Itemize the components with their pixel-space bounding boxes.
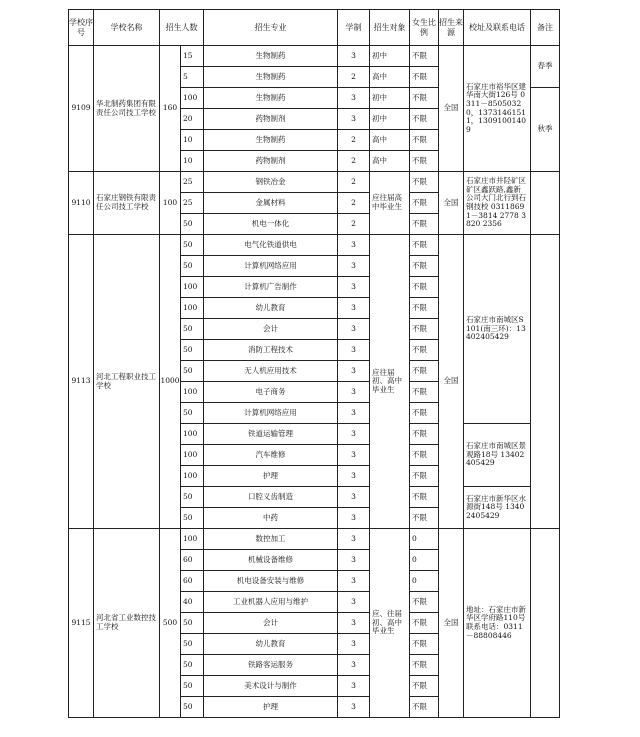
row-ratio: 不限 xyxy=(410,109,439,130)
row-ratio: 不限 xyxy=(410,319,439,340)
row-count: 50 xyxy=(181,613,204,634)
row-major: 计算机网络应用 xyxy=(204,256,338,277)
row-years: 2 xyxy=(338,214,370,235)
row-major: 铁路客运服务 xyxy=(204,655,338,676)
table-row xyxy=(69,235,560,256)
row-major: 电气化铁道供电 xyxy=(204,235,338,256)
row-years: 3 xyxy=(338,487,370,508)
row-major: 幼儿教育 xyxy=(204,634,338,655)
row-years: 3 xyxy=(338,256,370,277)
row-count: 100 xyxy=(181,466,204,487)
row-ratio: 不限 xyxy=(410,424,439,445)
row-ratio: 不限 xyxy=(410,340,439,361)
row-target: 初中 xyxy=(370,88,410,109)
school-note-spring: 春季 xyxy=(531,46,560,88)
header-notes: 备注 xyxy=(531,10,560,46)
row-years: 3 xyxy=(338,550,370,571)
row-count: 100 xyxy=(181,529,204,550)
school-address-2: 石家庄市南城区景观路18号 13402405429 xyxy=(464,424,531,487)
header-school-name: 学校名称 xyxy=(94,10,160,46)
school-target: 应往届高中毕业生 xyxy=(370,172,410,235)
row-years: 3 xyxy=(338,277,370,298)
row-ratio: 不限 xyxy=(410,256,439,277)
row-years: 2 xyxy=(338,67,370,88)
header-enrollment: 招生人数 xyxy=(160,10,204,46)
row-major: 生物制药 xyxy=(204,88,338,109)
table-row xyxy=(69,172,560,193)
row-years: 3 xyxy=(338,508,370,529)
school-name: 石家庄钢铁有限责任公司技工学校 xyxy=(94,172,160,235)
school-address: 石家庄市井陉矿区矿区鑫跃路,鑫新公司大门北行到石钢技校 03118691－3814 2778 3820 2356 xyxy=(464,172,531,235)
school-note-autumn: 秋季 xyxy=(531,88,560,172)
row-years: 3 xyxy=(338,235,370,256)
row-count: 100 xyxy=(181,382,204,403)
row-years: 3 xyxy=(338,676,370,697)
row-years: 3 xyxy=(338,424,370,445)
row-ratio: 不限 xyxy=(410,193,439,214)
row-count: 50 xyxy=(181,403,204,424)
row-ratio: 不限 xyxy=(410,67,439,88)
row-major: 幼儿教育 xyxy=(204,298,338,319)
row-count: 50 xyxy=(181,634,204,655)
school-total: 100 xyxy=(160,172,181,235)
row-ratio: 不限 xyxy=(410,634,439,655)
row-count: 50 xyxy=(181,508,204,529)
row-count: 100 xyxy=(181,88,204,109)
school-note-empty xyxy=(531,235,560,529)
row-major: 机电设备安装与维修 xyxy=(204,571,338,592)
row-major: 生物制药 xyxy=(204,46,338,67)
row-count: 100 xyxy=(181,277,204,298)
row-years: 3 xyxy=(338,445,370,466)
school-id: 9115 xyxy=(69,529,94,718)
school-target: 应往届初、高中毕业生 xyxy=(370,235,410,529)
row-years: 3 xyxy=(338,46,370,67)
row-years: 3 xyxy=(338,634,370,655)
row-count: 15 xyxy=(181,46,204,67)
row-count: 25 xyxy=(181,193,204,214)
row-major: 会计 xyxy=(204,319,338,340)
school-source: 全国 xyxy=(439,235,464,529)
row-ratio: 不限 xyxy=(410,592,439,613)
school-id: 9113 xyxy=(69,235,94,529)
row-ratio: 0 xyxy=(410,571,439,592)
row-years: 3 xyxy=(338,613,370,634)
row-ratio: 不限 xyxy=(410,382,439,403)
row-ratio: 不限 xyxy=(410,151,439,172)
row-target: 初中 xyxy=(370,109,410,130)
row-major: 汽车维修 xyxy=(204,445,338,466)
row-years: 2 xyxy=(338,193,370,214)
table-body xyxy=(69,46,560,718)
row-years: 3 xyxy=(338,697,370,718)
school-name: 河北工程职业技工学校 xyxy=(94,235,160,529)
row-count: 50 xyxy=(181,697,204,718)
row-ratio: 不限 xyxy=(410,88,439,109)
school-source: 全国 xyxy=(439,172,464,235)
row-major: 会计 xyxy=(204,613,338,634)
row-major: 消防工程技术 xyxy=(204,340,338,361)
row-years: 3 xyxy=(338,592,370,613)
row-target: 高中 xyxy=(370,67,410,88)
header-address: 校址及联系电话 xyxy=(464,10,531,46)
row-count: 50 xyxy=(181,319,204,340)
row-major: 药物制剂 xyxy=(204,151,338,172)
row-count: 50 xyxy=(181,256,204,277)
row-major: 无人机应用技术 xyxy=(204,361,338,382)
school-name: 华北制药集团有限责任公司技工学校 xyxy=(94,46,160,172)
row-ratio: 不限 xyxy=(410,487,439,508)
header-id: 学校序号 xyxy=(69,10,94,46)
school-note-empty xyxy=(531,172,560,235)
row-ratio: 不限 xyxy=(410,214,439,235)
row-years: 3 xyxy=(338,340,370,361)
row-ratio: 0 xyxy=(410,550,439,571)
row-years: 3 xyxy=(338,298,370,319)
row-ratio: 不限 xyxy=(410,277,439,298)
row-major: 生物制药 xyxy=(204,67,338,88)
row-major: 机械设备维修 xyxy=(204,550,338,571)
row-ratio: 不限 xyxy=(410,445,439,466)
row-major: 电子商务 xyxy=(204,382,338,403)
row-ratio: 不限 xyxy=(410,676,439,697)
row-count: 40 xyxy=(181,592,204,613)
row-ratio: 不限 xyxy=(410,697,439,718)
row-target: 初中 xyxy=(370,46,410,67)
row-major: 数控加工 xyxy=(204,529,338,550)
row-count: 50 xyxy=(181,235,204,256)
row-count: 60 xyxy=(181,550,204,571)
row-years: 3 xyxy=(338,382,370,403)
row-count: 50 xyxy=(181,361,204,382)
row-ratio: 不限 xyxy=(410,130,439,151)
header-years: 学制 xyxy=(338,10,370,46)
row-major: 口腔义齿制造 xyxy=(204,487,338,508)
row-years: 3 xyxy=(338,403,370,424)
row-count: 25 xyxy=(181,172,204,193)
row-ratio: 不限 xyxy=(410,298,439,319)
row-major: 药物制剂 xyxy=(204,109,338,130)
header-target: 招生对象 xyxy=(370,10,410,46)
row-major: 护理 xyxy=(204,466,338,487)
row-count: 50 xyxy=(181,487,204,508)
row-major: 生物制药 xyxy=(204,130,338,151)
row-count: 5 xyxy=(181,67,204,88)
school-total: 1000 xyxy=(160,235,181,529)
row-major: 美术设计与制作 xyxy=(204,676,338,697)
row-years: 3 xyxy=(338,529,370,550)
table-row xyxy=(69,529,560,550)
header-source: 招生来源 xyxy=(439,10,464,46)
row-years: 3 xyxy=(338,109,370,130)
school-total: 500 xyxy=(160,529,181,718)
row-ratio: 不限 xyxy=(410,235,439,256)
enrollment-table-container xyxy=(68,9,560,718)
row-major: 铁道运输管理 xyxy=(204,424,338,445)
row-years: 3 xyxy=(338,466,370,487)
row-years: 2 xyxy=(338,151,370,172)
row-major: 工业机器人应用与维护 xyxy=(204,592,338,613)
row-years: 2 xyxy=(338,172,370,193)
row-count: 50 xyxy=(181,340,204,361)
row-ratio: 不限 xyxy=(410,361,439,382)
row-years: 3 xyxy=(338,88,370,109)
school-id: 9109 xyxy=(69,46,94,172)
row-ratio: 不限 xyxy=(410,466,439,487)
school-total: 160 xyxy=(160,46,181,172)
school-source: 全国 xyxy=(439,46,464,172)
row-ratio: 不限 xyxy=(410,172,439,193)
table-row xyxy=(69,46,560,67)
school-address: 石家庄市裕华区建华南大街126号 0311－85050320，13731461511，13091001409 xyxy=(464,46,531,172)
header-ratio: 女生比例 xyxy=(410,10,439,46)
school-id: 9110 xyxy=(69,172,94,235)
row-major: 金属材料 xyxy=(204,193,338,214)
row-major: 钢铁冶金 xyxy=(204,172,338,193)
school-address: 地址：石家庄市新华区学府路110号 联系电话：0311－88808446 xyxy=(464,529,531,718)
row-count: 100 xyxy=(181,298,204,319)
row-ratio: 不限 xyxy=(410,613,439,634)
row-major: 计算机广告制作 xyxy=(204,277,338,298)
row-count: 10 xyxy=(181,151,204,172)
school-note-empty xyxy=(531,529,560,718)
row-major: 机电一体化 xyxy=(204,214,338,235)
row-major: 计算机网络应用 xyxy=(204,403,338,424)
row-ratio: 0 xyxy=(410,529,439,550)
row-target: 高中 xyxy=(370,151,410,172)
row-count: 60 xyxy=(181,571,204,592)
row-ratio: 不限 xyxy=(410,508,439,529)
row-years: 3 xyxy=(338,571,370,592)
row-count: 10 xyxy=(181,130,204,151)
row-count: 20 xyxy=(181,109,204,130)
row-count: 50 xyxy=(181,676,204,697)
enrollment-table xyxy=(68,9,560,718)
school-address-1: 石家庄市南城区S101(南三环)：13402405429 xyxy=(464,235,531,424)
row-count: 50 xyxy=(181,655,204,676)
school-target: 应、往届初、高中毕业生 xyxy=(370,529,410,718)
row-count: 100 xyxy=(181,424,204,445)
row-years: 3 xyxy=(338,361,370,382)
row-count: 50 xyxy=(181,214,204,235)
row-years: 3 xyxy=(338,319,370,340)
row-major: 中药 xyxy=(204,508,338,529)
row-years: 3 xyxy=(338,655,370,676)
row-years: 2 xyxy=(338,130,370,151)
row-target: 高中 xyxy=(370,130,410,151)
row-count: 100 xyxy=(181,445,204,466)
row-ratio: 不限 xyxy=(410,655,439,676)
header-major: 招生专业 xyxy=(204,10,338,46)
school-name: 河北省工业数控技工学校 xyxy=(94,529,160,718)
row-ratio: 不限 xyxy=(410,403,439,424)
row-major: 护理 xyxy=(204,697,338,718)
row-ratio: 不限 xyxy=(410,46,439,67)
school-source: 全国 xyxy=(439,529,464,718)
school-address-3: 石家庄市新华区水源街148号 13402405429 xyxy=(464,487,531,529)
